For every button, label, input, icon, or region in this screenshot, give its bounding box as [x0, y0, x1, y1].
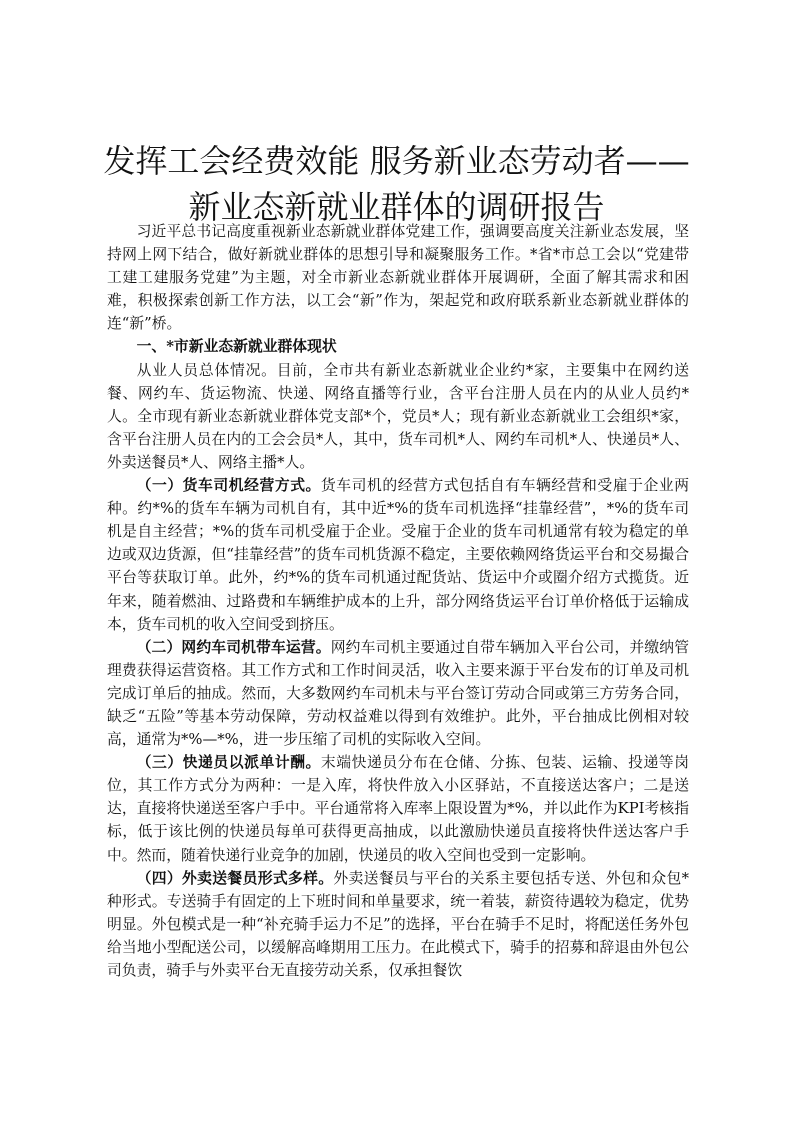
section-heading: 一、*市新业态新就业群体现状 — [136, 338, 337, 356]
subsection-heading: （三）快递员以派单计酬。 — [136, 754, 321, 772]
document-title: 发挥工会经费效能 服务新业态劳动者——新业态新就业群体的调研报告 — [103, 142, 690, 226]
intro-paragraph: 习近平总书记高度重视新业态新就业群体党建工作，强调要高度关注新业态发展，坚持网上网下结合，做好新就业群体的思想引导和凝聚服务工作。*省*市总工会以“党建带工建工建服务党建”为主题，对全市新业态新就业群体开展调研，全面了解其需求和困难，积极探索创新工作方法，以工会“新”作为，架起党和政府联系新业态新就业群体的连“新”桥。 — [107, 223, 689, 333]
document-body — [107, 220, 689, 982]
subsection-ride-hailing — [107, 636, 689, 751]
subsection-delivery-riders — [107, 867, 689, 982]
subsection-text: 末端快递员分布在仓储、分拣、包装、运输、投递等岗位，其工作方式分为两种：一是入库，将快件放入小区驿站，不直接送达客户；二是送达，直接将快递送至客户手中。平台通常将入库率上限设置为*%，并以此作为KPI考核指标，低于该比例的快递员每单可获得更高抽成，以此激励快递员直接将快件送达客户手中。然而，随着快递行业竞争的加剧，快递员的收入空间也受到一定影响。 — [107, 754, 689, 864]
subsection-text: 网约车司机主要通过自带车辆加入平台公司，并缴纳管理费获得运营资格。其工作方式和工作时间灵活，收入主要来源于平台发布的订单及司机完成订单后的抽成。然而，大多数网约车司机未与平台签订劳动合同或第三方劳务合同，缺乏“五险”等基本劳动保障，劳动权益难以得到有效维护。此外，平台抽成比例相对较高，通常为*%—*%，进一步压缩了司机的实际收入空间。 — [107, 638, 689, 749]
subsection-couriers — [107, 751, 689, 866]
subsection-heading: （二）网约车司机带车运营。 — [136, 638, 331, 656]
overview-paragraph: 从业人员总体情况。目前，全市共有新业态新就业企业约*家，主要集中在网约送餐、网约车、货运物流、快递、网络直播等行业，含平台注册人员在内的从业人员约*人。全市现有新业态新就业群体党支部*个，党员*人；现有新业态新就业工会组织*家，含平台注册人员在内的工会会员*人，其中，货车司机*人、网约车司机*人、快递员*人、外卖送餐员*人、网络主播*人。 — [107, 361, 689, 471]
subsection-truck-drivers — [107, 474, 689, 636]
subsection-text: 外卖送餐员与平台的关系主要包括专送、外包和众包*种形式。专送骑手有固定的上下班时间和单量要求，统一着装，薪资待遇较为稳定，优势明显。外包模式是一种“补充骑手运力不足”的选择，平台在骑手不足时，将配送任务外包给当地小型配送公司，以缓解高峰期用工压力。在此模式下，骑手的招募和辞退由外包公司负责，骑手与外卖平台无直接劳动关系，仅承担餐饮 — [107, 869, 689, 979]
subsection-heading: （一）货车司机经营方式。 — [136, 477, 321, 495]
subsection-text: 货车司机的经营方式包括自有车辆经营和受雇于企业两种。约*%的货车车辆为司机自有，其中近*%的货车司机选择“挂靠经营”，*%的货车司机是自主经营；*%的货车司机受雇于企业。受雇于企业的货车司机通常有较为稳定的单边或双边货源，但“挂靠经营”的货车司机货源不稳定，主要依赖网络货运平台和交易撮合平台等获取订单。此外，约*%的货车司机通过配货站、货运中介或圈介绍方式揽货。近年来，随着燃油、过路费和车辆维护成本的上升，部分网络货运平台订单价格低于运输成本，货车司机的收入空间受到挤压。 — [107, 477, 689, 633]
subsection-heading: （四）外卖送餐员形式多样。 — [136, 869, 334, 887]
